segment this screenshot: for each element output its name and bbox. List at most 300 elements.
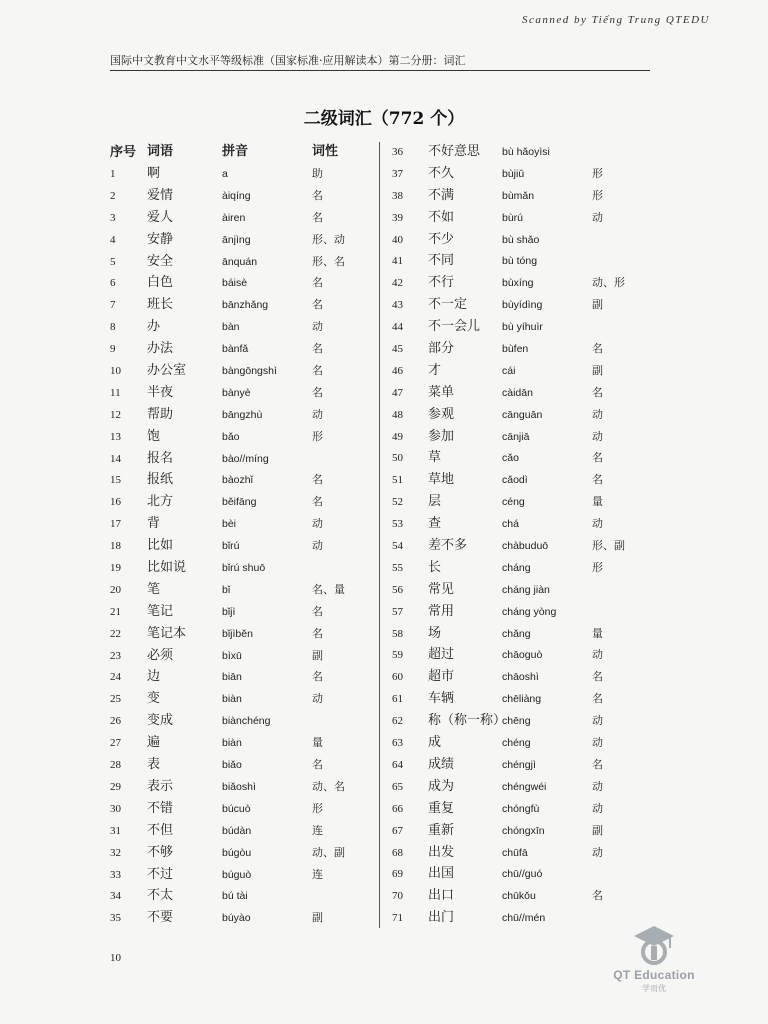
column-header-row xyxy=(110,142,382,164)
entry-word: 班长 xyxy=(147,297,174,313)
entry-word: 笔 xyxy=(147,581,161,597)
entry-word: 报名 xyxy=(147,450,174,466)
entry-number: 41 xyxy=(392,255,403,268)
entry-part-of-speech: 名 xyxy=(312,385,323,399)
entry-part-of-speech: 名 xyxy=(312,626,323,640)
vocab-row xyxy=(392,208,664,230)
entry-word: 帮助 xyxy=(147,406,174,422)
entry-part-of-speech: 名、量 xyxy=(312,582,345,596)
entry-part-of-speech: 副 xyxy=(592,363,603,377)
entry-pinyin: biān xyxy=(222,671,242,684)
vocab-row xyxy=(110,273,382,295)
page-number: 10 xyxy=(110,952,121,964)
entry-pinyin: běifāng xyxy=(222,496,257,509)
entry-number: 59 xyxy=(392,649,403,662)
entry-number: 1 xyxy=(110,168,116,180)
entry-word: 菜单 xyxy=(428,384,455,400)
entry-part-of-speech: 名 xyxy=(312,298,323,312)
entry-word: 长 xyxy=(428,559,442,575)
vocab-row xyxy=(392,689,664,711)
entry-pinyin: cǎodì xyxy=(502,474,528,487)
entry-number: 66 xyxy=(392,802,403,815)
logo-text: QT Education xyxy=(613,968,695,982)
entry-pinyin: bú tài xyxy=(222,890,248,903)
entry-number: 6 xyxy=(110,277,116,290)
entry-word: 不一定 xyxy=(428,297,468,313)
entry-pinyin: chá xyxy=(502,518,519,531)
vocab-row xyxy=(110,777,382,799)
entry-word: 笔记本 xyxy=(147,625,187,641)
vocab-row xyxy=(110,536,382,558)
entry-pinyin: cānguān xyxy=(502,408,543,421)
entry-number: 12 xyxy=(110,408,121,421)
entry-part-of-speech: 动 xyxy=(592,714,603,728)
entry-word: 不够 xyxy=(147,844,174,860)
vocab-row xyxy=(110,689,382,711)
entry-word: 查 xyxy=(428,516,442,532)
entry-pinyin: bàozhǐ xyxy=(222,474,253,487)
entry-pinyin: chéngjì xyxy=(502,758,536,771)
entry-pinyin: búyào xyxy=(222,912,251,925)
entry-part-of-speech: 形、动 xyxy=(312,232,345,246)
entry-word: 称（称一称） xyxy=(428,713,507,729)
entry-number: 16 xyxy=(110,496,121,509)
entry-part-of-speech: 动 xyxy=(312,539,323,553)
entry-pinyin: bǐ xyxy=(222,583,231,596)
entry-number: 11 xyxy=(110,386,121,399)
entry-word: 不行 xyxy=(428,275,455,291)
entry-part-of-speech: 形、名 xyxy=(312,254,345,268)
vocab-row xyxy=(392,405,664,427)
entry-part-of-speech: 动 xyxy=(592,429,603,443)
entry-part-of-speech: 名 xyxy=(592,889,603,903)
entry-word: 不如 xyxy=(428,209,455,225)
entry-pinyin: a xyxy=(222,168,228,180)
entry-number: 63 xyxy=(392,737,403,750)
entry-word: 车辆 xyxy=(428,691,455,707)
vocab-row xyxy=(110,580,382,602)
vocab-row xyxy=(110,799,382,821)
vocab-row xyxy=(392,273,664,295)
entry-pinyin: càidān xyxy=(502,386,533,399)
vocab-row xyxy=(392,251,664,273)
entry-word: 白色 xyxy=(147,275,174,291)
entry-number: 42 xyxy=(392,277,403,290)
entry-number: 58 xyxy=(392,627,403,640)
entry-number: 70 xyxy=(392,890,403,903)
entry-pinyin: bǎo xyxy=(222,430,240,443)
entry-part-of-speech: 连 xyxy=(312,867,323,881)
vocab-row xyxy=(110,252,382,274)
entry-word: 成绩 xyxy=(428,756,455,772)
vocab-row xyxy=(110,514,382,536)
entry-number: 13 xyxy=(110,430,121,443)
vocab-row xyxy=(110,186,382,208)
entry-pinyin: bìxū xyxy=(222,649,242,662)
entry-pinyin: bùjiǔ xyxy=(502,167,525,180)
entry-part-of-speech: 形 xyxy=(592,166,603,180)
entry-number: 43 xyxy=(392,299,403,312)
vocab-row xyxy=(392,492,664,514)
entry-number: 52 xyxy=(392,496,403,509)
vocab-row xyxy=(110,317,382,339)
entry-pinyin: chū//mén xyxy=(502,912,546,925)
vocab-row xyxy=(110,908,382,930)
vocab-row xyxy=(392,843,664,865)
entry-number: 54 xyxy=(392,540,403,553)
entry-pinyin: bù hǎoyìsi xyxy=(502,146,550,158)
entry-number: 62 xyxy=(392,715,403,728)
entry-part-of-speech: 动 xyxy=(592,210,603,224)
entry-number: 51 xyxy=(392,474,403,487)
vocab-row xyxy=(392,667,664,689)
entry-number: 44 xyxy=(392,321,403,334)
entry-pinyin: bào//míng xyxy=(222,452,269,465)
entry-word: 不好意思 xyxy=(428,144,481,159)
vocab-list-left xyxy=(110,164,382,930)
entry-pinyin: bàn xyxy=(222,321,240,334)
entry-part-of-speech: 动、名 xyxy=(312,779,345,793)
vocab-row xyxy=(110,295,382,317)
entry-pinyin: bù tóng xyxy=(502,255,538,268)
entry-word: 出门 xyxy=(428,910,455,926)
entry-pinyin: bānzhǎng xyxy=(222,299,269,312)
entry-part-of-speech: 动 xyxy=(592,407,603,421)
entry-number: 24 xyxy=(110,671,121,684)
entry-word: 不一会儿 xyxy=(428,319,481,335)
vocab-row xyxy=(392,295,664,317)
entry-part-of-speech: 名 xyxy=(592,385,603,399)
vocab-row xyxy=(110,646,382,668)
vocab-row xyxy=(392,317,664,339)
entry-number: 25 xyxy=(110,693,121,706)
entry-pinyin: bǐjìběn xyxy=(222,627,253,640)
entry-number: 39 xyxy=(392,211,403,224)
entry-number: 48 xyxy=(392,408,403,421)
entry-part-of-speech: 形 xyxy=(592,188,603,202)
entry-word: 成为 xyxy=(428,778,455,794)
vocab-row xyxy=(392,755,664,777)
vocab-row xyxy=(392,624,664,646)
scan-watermark: Scanned by Tiếng Trung QTEDU xyxy=(521,14,710,26)
entry-part-of-speech: 动 xyxy=(592,517,603,531)
entry-pinyin: bùxíng xyxy=(502,277,534,290)
vocab-row xyxy=(392,427,664,449)
vocab-row xyxy=(392,580,664,602)
header-no: 序号 xyxy=(110,144,137,159)
entry-pinyin: àiqíng xyxy=(222,189,251,202)
vocab-row xyxy=(110,733,382,755)
entry-pinyin: chàbuduō xyxy=(502,540,549,553)
entry-pinyin: céng xyxy=(502,496,525,509)
vocab-row xyxy=(392,733,664,755)
entry-pinyin: bùyídìng xyxy=(502,299,543,312)
entry-pinyin: bànfǎ xyxy=(222,343,249,356)
entry-number: 64 xyxy=(392,758,403,771)
vocab-row xyxy=(110,230,382,252)
entry-pinyin: búdàn xyxy=(222,824,252,837)
entry-word: 出国 xyxy=(428,866,455,882)
entry-word: 变 xyxy=(147,691,161,707)
entry-pinyin: chūfā xyxy=(502,846,528,859)
vocab-row xyxy=(110,470,382,492)
entry-number: 20 xyxy=(110,583,121,596)
entry-word: 参观 xyxy=(428,406,455,422)
vocab-row xyxy=(392,711,664,733)
entry-number: 60 xyxy=(392,671,403,684)
entry-word: 差不多 xyxy=(428,538,468,554)
entry-number: 56 xyxy=(392,583,403,596)
entry-word: 办法 xyxy=(147,341,174,357)
entry-number: 37 xyxy=(392,167,403,180)
vocab-row xyxy=(110,383,382,405)
vocab-row xyxy=(110,208,382,230)
entry-part-of-speech: 助 xyxy=(312,167,323,180)
entry-part-of-speech: 量 xyxy=(592,626,603,640)
entry-word: 边 xyxy=(147,669,161,685)
entry-number: 49 xyxy=(392,430,403,443)
entry-part-of-speech: 动、形 xyxy=(592,276,625,290)
entry-word: 笔记 xyxy=(147,603,174,619)
entry-number: 23 xyxy=(110,649,121,662)
entry-number: 8 xyxy=(110,321,116,334)
entry-number: 28 xyxy=(110,759,121,772)
entry-pinyin: chāoshì xyxy=(502,671,539,684)
entry-number: 3 xyxy=(110,211,116,224)
vocab-row xyxy=(110,624,382,646)
entry-pinyin: chāoguò xyxy=(502,649,543,662)
entry-number: 32 xyxy=(110,846,121,859)
entry-number: 67 xyxy=(392,824,403,837)
logo-subtext: 学而优 xyxy=(642,984,666,993)
entry-word: 常见 xyxy=(428,581,455,597)
entry-number: 22 xyxy=(110,627,121,640)
entry-part-of-speech: 动 xyxy=(592,648,603,662)
entry-part-of-speech: 名 xyxy=(312,670,323,684)
entry-pinyin: bùfen xyxy=(502,343,529,356)
entry-pinyin: biǎo xyxy=(222,759,242,772)
entry-pinyin: biànchéng xyxy=(222,715,271,728)
vocab-row xyxy=(110,886,382,908)
vocab-row xyxy=(110,405,382,427)
entry-pinyin: bǐrú xyxy=(222,540,240,553)
entry-part-of-speech: 名 xyxy=(592,692,603,706)
entry-word: 超市 xyxy=(428,669,455,685)
entry-pinyin: ānjìng xyxy=(222,233,251,246)
vocab-list-right xyxy=(392,142,664,930)
entry-word: 出发 xyxy=(428,844,455,860)
entry-word: 超过 xyxy=(428,647,455,663)
entry-part-of-speech: 副 xyxy=(592,823,603,837)
entry-pinyin: bù shǎo xyxy=(502,233,540,246)
entry-pinyin: ānquán xyxy=(222,255,258,268)
entry-number: 15 xyxy=(110,474,121,487)
entry-part-of-speech: 名 xyxy=(312,188,323,202)
entry-pinyin: chéng xyxy=(502,737,531,750)
graduation-cap-icon xyxy=(632,922,676,966)
entry-number: 57 xyxy=(392,605,403,618)
entry-pinyin: biǎoshì xyxy=(222,780,256,793)
vocab-row xyxy=(392,164,664,186)
entry-number: 18 xyxy=(110,540,121,553)
entry-word: 重新 xyxy=(428,822,455,838)
vocab-row xyxy=(110,449,382,471)
entry-word: 不同 xyxy=(428,253,455,269)
entry-pinyin: cháng jiàn xyxy=(502,583,550,596)
entry-number: 5 xyxy=(110,255,116,268)
entry-word: 北方 xyxy=(147,494,174,510)
vocab-row xyxy=(392,514,664,536)
entry-word: 才 xyxy=(428,362,442,378)
entry-pinyin: cǎo xyxy=(502,452,519,465)
entry-number: 69 xyxy=(392,868,403,881)
entry-part-of-speech: 名 xyxy=(312,276,323,290)
entry-part-of-speech: 副 xyxy=(592,298,603,312)
entry-part-of-speech: 名 xyxy=(592,473,603,487)
entry-part-of-speech: 名 xyxy=(312,342,323,356)
running-head: 国际中文教育中文水平等级标准（国家标准·应用解读本）第二分册：词汇 xyxy=(110,52,650,71)
entry-word: 不久 xyxy=(428,165,455,181)
entry-number: 68 xyxy=(392,846,403,859)
entry-word: 草 xyxy=(428,450,442,466)
entry-word: 不太 xyxy=(147,888,174,904)
entry-word: 办公室 xyxy=(147,363,187,379)
entry-part-of-speech: 形 xyxy=(312,429,323,443)
entry-number: 27 xyxy=(110,737,121,750)
entry-part-of-speech: 名 xyxy=(312,210,323,224)
entry-part-of-speech: 形、副 xyxy=(592,539,625,553)
entry-word: 啊 xyxy=(147,166,161,181)
entry-number: 33 xyxy=(110,868,121,881)
vocab-row xyxy=(110,843,382,865)
entry-part-of-speech: 动 xyxy=(592,736,603,750)
vocab-row xyxy=(110,361,382,383)
vocab-row xyxy=(392,470,664,492)
entry-pinyin: cái xyxy=(502,364,516,377)
header-word: 词语 xyxy=(147,144,174,159)
entry-part-of-speech: 动、副 xyxy=(312,845,345,859)
entry-pinyin: chéngwéi xyxy=(502,780,547,793)
entry-number: 50 xyxy=(392,452,403,465)
vocab-column-right xyxy=(392,142,664,930)
entry-number: 35 xyxy=(110,912,121,925)
header-pinyin: 拼音 xyxy=(222,144,249,159)
vocab-row xyxy=(392,142,664,164)
vocab-column-left xyxy=(110,142,382,930)
entry-pinyin: búguò xyxy=(222,868,252,881)
entry-number: 38 xyxy=(392,189,403,202)
vocab-row xyxy=(110,865,382,887)
entry-part-of-speech: 名 xyxy=(312,473,323,487)
entry-part-of-speech: 连 xyxy=(312,823,323,837)
entry-number: 61 xyxy=(392,693,403,706)
entry-pinyin: chóngfù xyxy=(502,802,540,815)
entry-number: 36 xyxy=(392,146,403,158)
entry-part-of-speech: 形 xyxy=(312,801,323,815)
entry-pinyin: búgòu xyxy=(222,846,252,859)
entry-number: 10 xyxy=(110,365,121,378)
entry-pinyin: chóngxīn xyxy=(502,824,545,837)
entry-word: 草地 xyxy=(428,472,455,488)
entry-part-of-speech: 量 xyxy=(312,736,323,750)
entry-pinyin: bànyè xyxy=(222,386,251,399)
entry-word: 爱情 xyxy=(147,187,174,203)
entry-word: 安全 xyxy=(147,253,174,269)
entry-word: 安静 xyxy=(147,231,174,247)
vocab-row xyxy=(392,383,664,405)
entry-pinyin: bàngōngshì xyxy=(222,365,277,378)
entry-pinyin: búcuò xyxy=(222,802,251,815)
entry-pinyin: bǐrú shuō xyxy=(222,562,266,575)
vocab-row xyxy=(392,645,664,667)
vocab-row xyxy=(392,886,664,908)
entry-pinyin: chēng xyxy=(502,715,531,728)
entry-pinyin: bǐjì xyxy=(222,605,236,618)
entry-word: 成 xyxy=(428,735,442,751)
entry-word: 背 xyxy=(147,516,161,532)
entry-number: 46 xyxy=(392,364,403,377)
entry-number: 40 xyxy=(392,233,403,246)
entry-word: 半夜 xyxy=(147,384,174,400)
entry-part-of-speech: 动 xyxy=(312,692,323,706)
entry-part-of-speech: 名 xyxy=(312,364,323,378)
vocab-row xyxy=(110,427,382,449)
entry-pinyin: biàn xyxy=(222,737,242,750)
entry-word: 不错 xyxy=(147,800,174,816)
entry-part-of-speech: 名 xyxy=(592,342,603,356)
vocab-row xyxy=(110,667,382,689)
entry-pinyin: bèi xyxy=(222,518,237,531)
entry-number: 47 xyxy=(392,386,403,399)
entry-number: 65 xyxy=(392,780,403,793)
entry-word: 比如 xyxy=(147,538,174,554)
entry-part-of-speech: 动 xyxy=(592,845,603,859)
entry-number: 9 xyxy=(110,343,116,356)
entry-pinyin: chūkǒu xyxy=(502,890,536,903)
entry-word: 报纸 xyxy=(147,472,174,488)
entry-number: 21 xyxy=(110,605,121,618)
entry-word: 必须 xyxy=(147,647,174,663)
entry-number: 14 xyxy=(110,452,121,465)
entry-pinyin: cháng xyxy=(502,561,531,574)
vocab-row xyxy=(392,602,664,624)
vocab-row xyxy=(392,821,664,843)
entry-pinyin: cháng yòng xyxy=(502,605,557,618)
vocab-row xyxy=(392,558,664,580)
entry-word: 不要 xyxy=(147,910,174,926)
entry-pinyin: cānjiā xyxy=(502,430,530,443)
page-title: 二级词汇（772 个） xyxy=(303,109,465,129)
vocab-row xyxy=(110,558,382,580)
vocab-row xyxy=(392,864,664,886)
vocab-row xyxy=(392,777,664,799)
vocab-row xyxy=(392,339,664,361)
entry-word: 表 xyxy=(147,757,161,773)
entry-number: 2 xyxy=(110,189,116,202)
entry-part-of-speech: 副 xyxy=(312,911,323,925)
entry-word: 爱人 xyxy=(147,209,174,225)
entry-word: 不少 xyxy=(428,231,455,247)
entry-number: 7 xyxy=(110,299,116,312)
entry-word: 不满 xyxy=(428,187,455,203)
entry-word: 场 xyxy=(428,625,442,641)
header-pos: 词性 xyxy=(312,144,339,159)
entry-word: 部分 xyxy=(428,341,455,357)
vocab-row xyxy=(392,361,664,383)
entry-part-of-speech: 动 xyxy=(312,407,323,421)
vocab-row xyxy=(110,339,382,361)
entry-word: 参加 xyxy=(428,428,455,444)
